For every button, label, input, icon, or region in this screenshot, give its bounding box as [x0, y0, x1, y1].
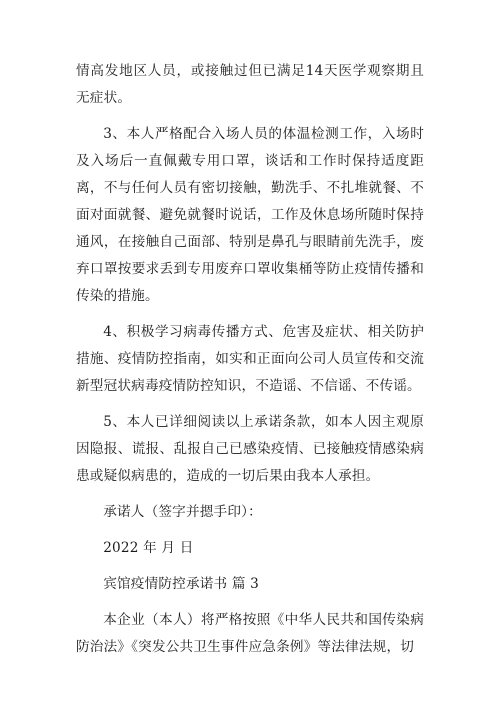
date-line: 2022 年 月 日	[103, 540, 194, 556]
paragraph-intro-section-3: 本企业（本人）将严格按照《中华人民共和国传染病防治法》《突发公共卫生事件应急条例》等法律法规，切	[76, 612, 424, 655]
paragraph-item-4: 4、积极学习病毒传播方式、危害及症状、相关防护措施、疫情防控指南，如实和正面向公司人员宣传和交流新型冠状病毒疫情防控知识，不造谣、不信谣、不传谣。	[76, 324, 424, 394]
signature-line: 承诺人（签字并摁手印）：	[103, 504, 262, 520]
section-heading: 宾馆疫情防控承诺书 篇 3	[103, 576, 260, 592]
paragraph-continuation: 情高发地区人员，或接触过但已满足14天医学观察期且无症状。	[76, 63, 424, 106]
paragraph-item-5: 5、本人已详细阅读以上承诺条款，如本人因主观原因隐报、谎报、乱报自己已感染疫情、已接触疫情感染病患或疑似病患的，造成的一切后果由我本人承担。	[76, 414, 424, 484]
paragraph-item-3: 3、本人严格配合入场人员的体温检测工作，入场时及入场后一直佩戴专用口罩，谈话和工作时保持适度距离，不与任何人员有密切接触，勤洗手、不扎堆就餐、不面对面就餐、避免就餐时说话，工作及休息场所随时保持通风，在接触自己面部、特别是鼻孔与眼睛前先洗手，废弃口罩按要求丢到专用废弃口罩收集桶等防止疫情传播和传染的措施。	[76, 126, 424, 304]
